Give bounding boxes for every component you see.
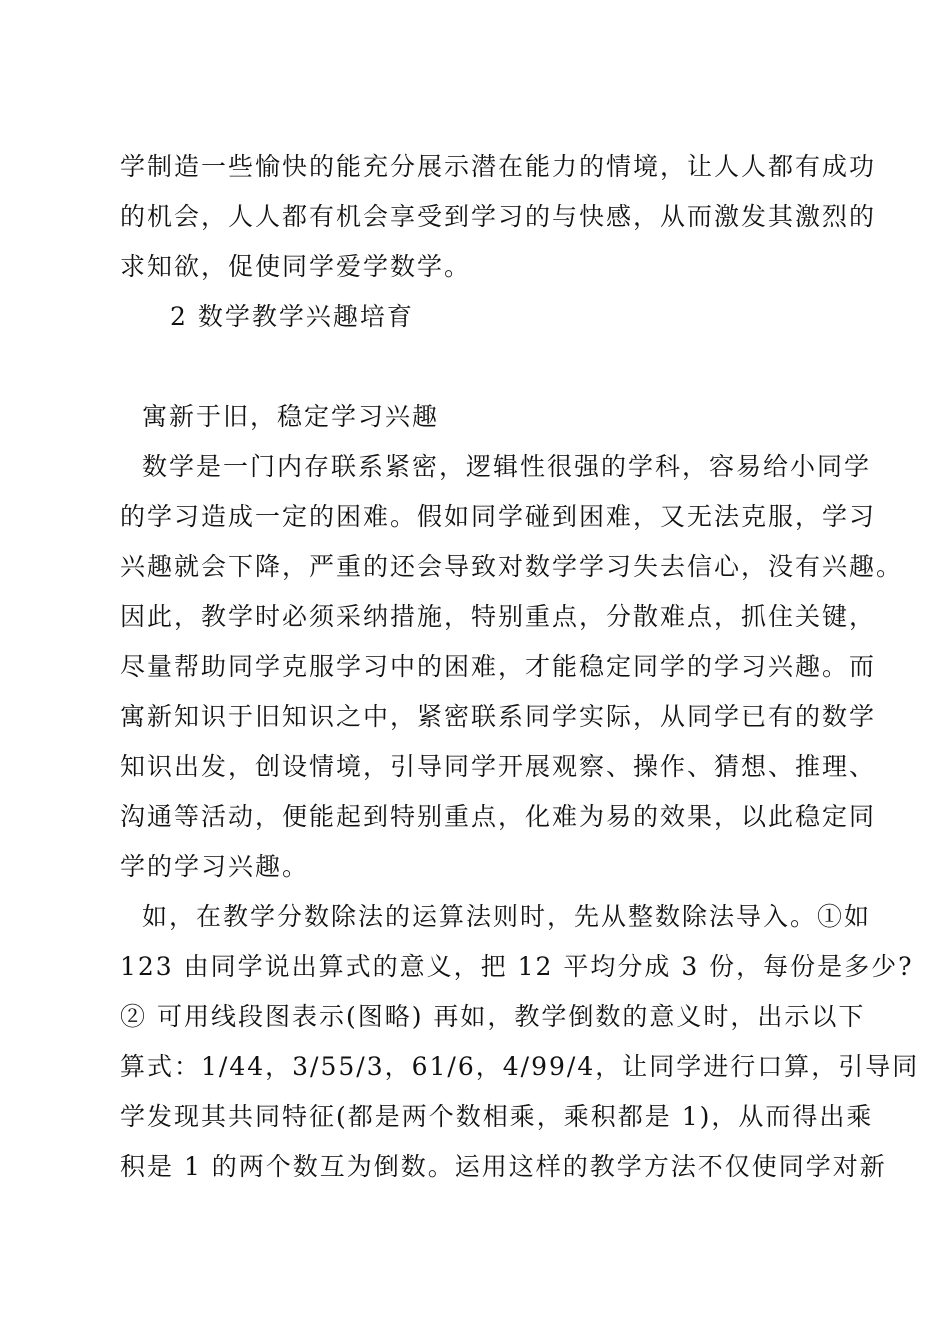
paragraph-line: 的机会，人人都有机会享受到学习的与快感，从而激发其激烈的 — [120, 202, 877, 231]
paragraph-line: 学发现其共同特征(都是两个数相乘，乘积都是 1)，从而得出乘 — [120, 1102, 874, 1131]
paragraph-line: ② 可用线段图表示(图略) 再如，教学倒数的意义时，出示以下 — [120, 1002, 866, 1031]
paragraph-line: 尽量帮助同学克服学习中的困难，才能稳定同学的学习兴趣。而 — [120, 652, 877, 681]
paragraph-line: 数学是一门内存联系紧密，逻辑性很强的学科，容易给小同学 — [142, 452, 872, 481]
paragraph-line: 知识出发，创设情境，引导同学开展观察、操作、猜想、推理、 — [120, 752, 877, 781]
paragraph-line: 兴趣就会下降，严重的还会导致对数学学习失去信心，没有兴趣。 — [120, 552, 904, 581]
paragraph-line: 学制造一些愉快的能充分展示潜在能力的情境，让人人都有成功 — [120, 152, 877, 181]
paragraph-line: 因此，教学时必须采纳措施，特别重点，分散难点，抓住关键， — [120, 602, 877, 631]
subsection-heading: 寓新于旧，稳定学习兴趣 — [142, 402, 440, 431]
paragraph-line: 123 由同学说出算式的意义，把 12 平均分成 3 份，每份是多少? — [120, 952, 914, 981]
paragraph-line: 寓新知识于旧知识之中，紧密联系同学实际，从同学已有的数学 — [120, 702, 877, 731]
paragraph-line: 积是 1 的两个数互为倒数。运用这样的教学方法不仅使同学对新 — [120, 1152, 887, 1181]
paragraph-line: 如，在教学分数除法的运算法则时，先从整数除法导入。①如 — [142, 902, 872, 931]
paragraph-line: 学的学习兴趣。 — [120, 852, 310, 881]
paragraph-line: 的学习造成一定的困难。假如同学碰到困难，又无法克服，学习 — [120, 502, 877, 531]
section-heading: 2 数学教学兴趣培育 — [170, 302, 414, 331]
paragraph-line: 算式：1/44，3/55/3，61/6，4/99/4，让同学进行口算，引导同 — [120, 1052, 920, 1081]
paragraph-line: 沟通等活动，便能起到特别重点，化难为易的效果，以此稳定同 — [120, 802, 877, 831]
paragraph-line: 求知欲，促使同学爱学数学。 — [120, 252, 472, 281]
